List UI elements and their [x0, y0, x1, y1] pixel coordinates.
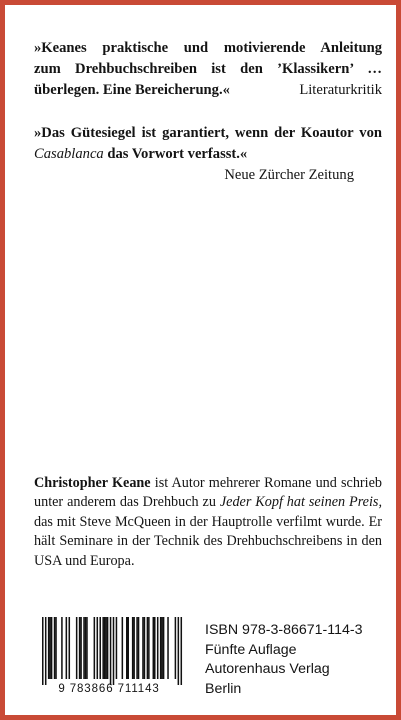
author-name: Christopher Keane: [34, 475, 151, 491]
bio-text: das mit Steve McQueen in der Hauptrolle verfilmt wurde. Er hält Seminare in der Technik des Drehbuchschreibens in den USA und Europa.: [34, 513, 382, 569]
barcode-bar: [167, 617, 169, 679]
barcode-bar: [178, 617, 180, 685]
barcode-bar: [110, 617, 112, 685]
publication-info: [205, 621, 362, 699]
barcode-bar: [181, 617, 183, 685]
edition: Fünfte Auflage: [205, 641, 297, 658]
quote-line: zum Drehbuchschreiben ist den ’Klassikern’ …: [34, 61, 382, 77]
barcode-bar: [138, 617, 140, 679]
barcode-bar: [132, 617, 134, 679]
barcode-bar: [161, 617, 163, 679]
barcode-bar: [116, 617, 118, 679]
barcode-bar: [160, 617, 162, 679]
barcode-bar: [105, 617, 107, 679]
barcode-bar: [126, 617, 128, 679]
barcode-bar: [80, 617, 82, 679]
barcode-bar: [42, 617, 44, 685]
film-title: Casablanca: [34, 146, 104, 162]
barcode-bar: [94, 617, 96, 679]
author-bio: [34, 474, 382, 571]
barcode-bar: [83, 617, 85, 679]
barcode-bar: [122, 617, 124, 679]
quote-text-part: das Vorwort verfasst.«: [103, 146, 248, 162]
barcode-bar: [144, 617, 146, 679]
barcode-bar: [66, 617, 68, 679]
barcode-bar: [153, 617, 155, 679]
review-quote-nzz: [34, 123, 382, 186]
quote-line: überlegen. Eine Bereicherung.«: [34, 82, 230, 98]
barcode-bar: [51, 617, 53, 679]
barcode-bar: [97, 617, 99, 679]
review-quote-literaturkritik: [34, 38, 382, 101]
film-title: Jeder Kopf hat seinen Preis,: [219, 494, 382, 511]
barcode-bar: [113, 617, 115, 685]
barcode-bar: [133, 617, 135, 679]
publisher: Autorenhaus Verlag: [205, 661, 330, 678]
barcode-bar: [79, 617, 81, 679]
barcode-bar: [136, 617, 138, 679]
barcode-number: 9 783866 711143: [58, 683, 160, 695]
barcode-bar: [163, 617, 165, 679]
city: Berlin: [205, 680, 242, 697]
barcode-bar: [99, 617, 101, 679]
barcode-bar: [55, 617, 57, 679]
barcode-bar: [104, 617, 106, 679]
barcode-bar: [154, 617, 156, 679]
quote-source: Literaturkritik: [299, 82, 382, 98]
barcode-bar: [107, 617, 109, 679]
barcode-bar: [54, 617, 56, 679]
barcode-bars: [34, 617, 184, 685]
barcode-bar: [175, 617, 177, 679]
barcode-bar: [49, 617, 51, 679]
barcode-bar: [142, 617, 144, 679]
isbn: ISBN 978-3-86671-114-3: [205, 622, 363, 638]
barcode-bar: [45, 617, 47, 685]
quote-text-part: »Das Gütesiegel ist garantiert, wenn der Koautor von: [34, 125, 382, 141]
barcode-bar: [61, 617, 63, 679]
barcode-bar: [76, 617, 78, 679]
barcode-bar: [147, 617, 149, 679]
barcode-bar: [102, 617, 104, 679]
quote-source: Neue Zürcher Zeitung: [224, 167, 354, 183]
barcode-bar: [127, 617, 129, 679]
barcode-bar: [86, 617, 88, 679]
quote-text: [34, 123, 382, 165]
barcode-bar: [48, 617, 50, 679]
barcode-bar: [157, 617, 159, 679]
quote-line: »Keanes praktische und motivierende Anleitung: [34, 40, 382, 56]
barcode-bar: [69, 617, 71, 679]
bio-text: ist Autor mehrerer Romane und schrieb unter anderem das Drehbuch zu: [34, 475, 382, 511]
quote-line-with-source: [34, 80, 382, 101]
barcode: [34, 617, 184, 703]
barcode-bar: [148, 617, 150, 679]
barcode-bar: [85, 617, 87, 679]
